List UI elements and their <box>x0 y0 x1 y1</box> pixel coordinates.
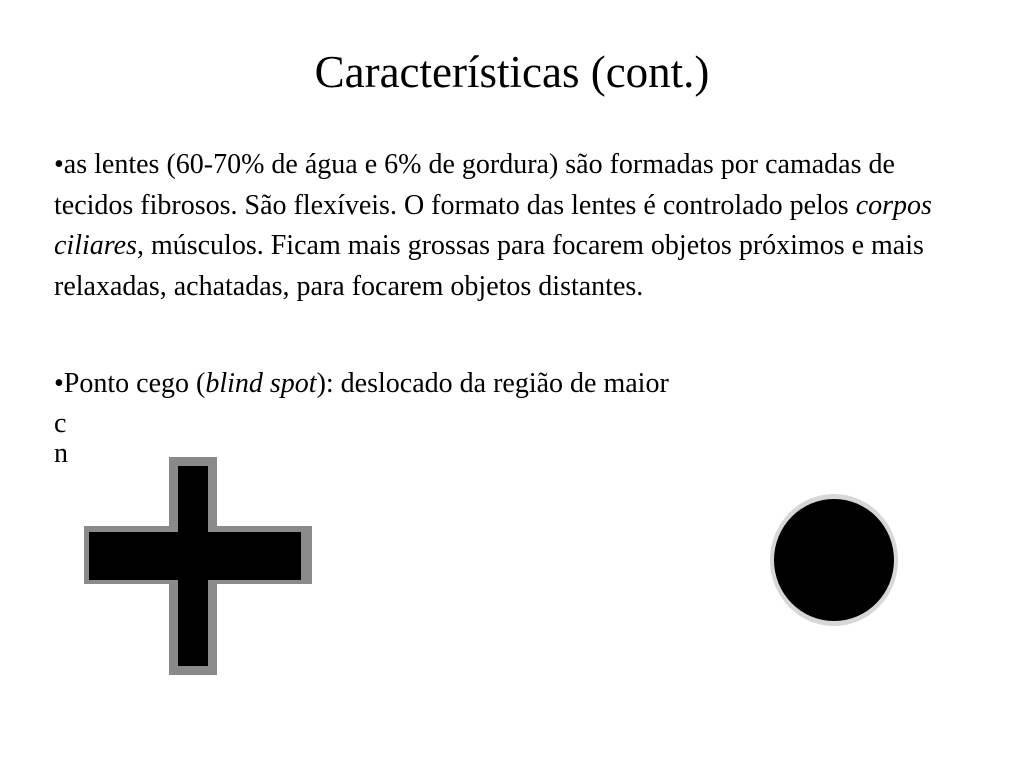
bullet-lenses-text: •as lentes (60-70% de água e 6% de gordura) são formadas por camadas de tecidos fibrosos. São flexíveis. O formato das lentes é controlado pelos <box>54 149 895 221</box>
truncated-fragment-n: n <box>54 438 68 469</box>
bullet-lenses-italic-term: corpos ciliares <box>54 189 932 261</box>
blind-spot-cross-icon <box>80 452 316 678</box>
bullet-lenses <box>54 145 964 307</box>
cross-horizontal-bar <box>89 532 301 580</box>
bullet-blind-spot <box>54 364 964 405</box>
bullet-blind-spot-text-end: ): deslocado da região de maior <box>316 368 669 399</box>
slide-title: Características (cont.) <box>314 47 710 97</box>
bullet-blind-spot-italic-term: blind spot <box>205 368 317 399</box>
blind-spot-dot-icon <box>770 494 898 626</box>
truncated-fragment-c: c <box>54 408 67 439</box>
dot-fill <box>774 499 894 621</box>
bullet-blind-spot-text: •Ponto cego ( <box>54 368 206 399</box>
bullet-lenses-text-end: , músculos. Ficam mais grossas para focarem objetos próximos e mais relaxadas, achatadas, para focarem objetos distantes. <box>54 230 924 302</box>
